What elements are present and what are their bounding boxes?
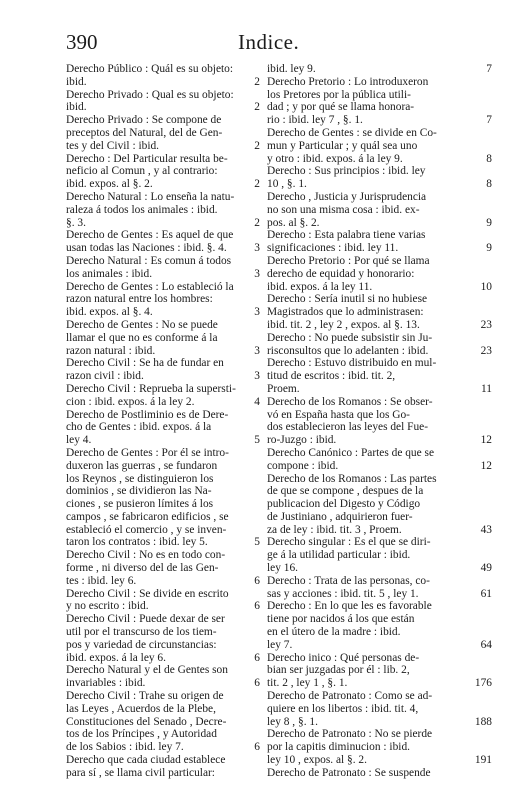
index-entry [267,728,492,767]
index-entry-line: Derecho : Estuvo distribuido en mul- [267,357,437,370]
index-entry [267,767,472,780]
index-entry [66,549,260,587]
index-entry-line: ibid. tit. 2 , ley 2 , expos. al §. 13. [267,318,420,331]
index-entry [66,318,260,357]
index-entry-line: Derecho de Gentes : se divide en Co- [267,126,437,139]
page-reference: 7 [486,114,492,127]
page-reference: 3 [254,306,260,319]
index-entry-line: neficio al Comun , y al contrario: [66,165,218,178]
page-reference: 3 [254,267,260,280]
page-reference: 12 [480,459,492,472]
index-entry [66,587,260,614]
index-entry-line: Derecho : En lo que les es favorable [267,600,432,613]
index-entry [267,254,492,293]
index-column-left [66,63,260,780]
index-entry-line: Derecho de Postliminio es de Dere- [66,408,229,421]
page-reference: 176 [474,677,492,690]
page-reference: 23 [480,318,492,331]
index-entry-line: ibid. expos. á la ley 6. [66,651,166,664]
page-reference: 64 [480,638,492,651]
index-entry-line: Derecho Civil : No es en todo con- [66,549,226,562]
page-reference: 2 [254,75,260,88]
index-entry-line: ro-Juzgo : ibid. [267,434,337,447]
index-entry-line: ciones , se pusieron límites á los [66,498,214,511]
index-entry-line: ley 7. [267,638,293,651]
index-entry-line: Derecho Pretorio : Por qué se llama [267,254,430,267]
index-entry-line: tes : ibid. ley 6. [66,574,137,587]
index-entry-line: campos , se fabricaron edificios , se [66,510,229,523]
index-entry-line: invariables : ibid. [66,677,146,690]
index-entry-line: publicacion del Digesto y Código [267,498,421,511]
index-entry-line: Magistrados que lo administrasen: [267,306,424,319]
index-entry-line: Derecho de Gentes : Lo estableció la [66,280,234,293]
index-entry-line: derecho de equidad y honorario: [267,267,415,280]
index-entry [267,126,492,165]
index-entry-line: las Leyes , Acuerdos de la Plebe, [66,702,216,715]
index-entry [66,63,260,89]
index-entry-line: estableció el comercio , y se inven- [66,523,227,536]
page-reference: 43 [480,523,492,536]
page-reference: 10 [480,280,492,293]
index-entry [267,190,492,229]
index-entry [66,152,260,191]
page-reference: 2 [254,101,260,114]
index-entry [267,165,492,191]
page-reference: 6 [254,574,260,587]
index-entry-line: ley 10 , expos. al §. 2. [267,754,367,767]
index-entry-line: Derecho de Patronato : No se pierde [267,728,433,741]
index-entry-line: razon natural : ibid. [66,344,156,357]
index-entry-line: tes y del Civil : ibid. [66,139,160,152]
index-entry [267,574,492,601]
index-entry-line: cho de Gentes : ibid. expos. á la [66,421,212,434]
index-entry-line: forme , ni diverso del de las Gen- [66,562,219,575]
index-entry-line: sas y acciones : ibid. tit. 5 , ley 1. [267,587,419,600]
index-entry-line: y otro : ibid. expos. á la ley 9. [267,152,403,165]
index-entry-line: Derecho Público : Quál es su objeto: [66,63,234,75]
index-entry-line: Derecho , Justicia y Jurisprudencia [267,190,427,203]
index-entry-line: preceptos del Natural, del de Gen- [66,126,223,139]
index-entry-line: Derecho Civil : Puede dexar de ser [66,613,225,626]
index-entry [267,600,492,651]
index-entry-line: ge á la utilidad particular : ibid. [267,549,411,562]
index-entry-line: ibid. expos. al §. 4. [66,306,153,319]
index-entry-line: cion : ibid. expos. á la ley 2. [66,395,195,408]
index-entry-line: duxeron las guerras , se fundaron [66,459,218,472]
index-entry-line: ley 16. [267,562,299,575]
index-entry-line: ibid. [66,101,87,114]
index-entry-line: Derecho Natural : Es comun á todos [66,254,232,267]
index-entry-line: mun y Particular ; y quál sea uno [267,139,418,152]
index-entry-line: compone : ibid. [267,459,339,472]
index-entry [267,446,492,473]
index-entry [66,229,260,255]
index-entry [66,690,260,754]
index-column-right [267,63,492,780]
index-entry-line: Derecho Civil : Trahe su origen de [66,690,224,703]
index-entry-line: risconsultos que lo adelanten : ibid. [267,344,429,357]
index-entry [66,382,260,409]
page-reference: 12 [480,434,492,447]
page-header [66,30,492,60]
page-reference: 23 [480,344,492,357]
index-entry-line: Derecho de Gentes : No se puede [66,318,218,331]
index-entry-line: razon natural entre los hombres: [66,293,213,306]
index-entry-line: tiene por nacidos á los que están [267,613,415,626]
index-entry-line: rio : ibid. ley 7 , §. 1. [267,114,363,127]
index-entry [267,651,492,690]
page-reference: 4 [254,395,260,408]
index-entry-line: Constituciones del Senado , Decre- [66,715,227,728]
index-entry-line: tos de los Príncipes , y Autoridad [66,728,217,741]
page-reference: 6 [254,651,260,664]
index-entry-line: razon civil : ibid. [66,370,144,383]
index-entry-line: Derecho : Sus principios : ibid. ley [267,165,426,178]
index-entry-line: Derecho : Esta palabra tiene varias [267,229,426,242]
index-entry [267,536,492,575]
index-entry-line: Derecho de Gentes : Es aquel de que [66,229,234,242]
index-entry-line: 10 , §. 1. [267,178,307,191]
index-entry-line: Derecho de Gentes : Por él se intro- [66,446,229,459]
page-reference: 49 [480,562,492,575]
index-entry [66,88,260,115]
index-entry-line: dad ; y por qué se llama honora- [267,101,415,114]
index-entry-line: en el útero de la madre : ibid. [267,626,401,639]
page-reference: 8 [486,178,492,191]
page-reference: 5 [254,434,260,447]
index-entry [66,357,260,383]
page-reference: 9 [486,216,492,229]
index-entry-line: pos. al §. 2. [267,216,320,229]
index-entry-line: ibid. expos. á la ley 11. [267,280,373,293]
index-entry [66,446,260,549]
page-reference: 188 [474,715,492,728]
index-entry [66,280,260,319]
index-entry-line: Derecho Natural : Lo enseña la natu- [66,190,235,203]
index-entry-line: para sí , se llama civil particular: [66,766,215,779]
index-entry-line: Derecho : Del Particular resulta be- [66,152,228,165]
index-entry-line: usan todas las Naciones : ibid. §. 4. [66,242,227,255]
index-entry [267,472,492,537]
index-entry-line: taron los contratos : ibid. ley 5. [66,536,208,549]
index-entry [66,114,260,152]
page-reference: 9 [486,242,492,255]
page-reference: 5 [254,536,260,549]
index-entry-line: los Pretores por la pública utili- [267,88,411,101]
index-entry-line: ibid. ley 9. [267,63,316,75]
index-entry-line: Derecho Pretorio : Lo introduxeron [267,75,429,88]
index-entry-line: Derecho : Sería inutil si no hubiese [267,293,428,306]
index-entry [267,357,492,395]
index-entry-line: Derecho de Patronato : Se suspende [267,766,431,779]
index-entry-line: pos y variedad de circunstancias: [66,638,217,651]
index-entry-line: ley 8 , §. 1. [267,715,318,728]
index-entry [66,754,251,780]
index-entry [66,664,260,690]
index-entry [66,254,260,281]
index-entry-line: no son una misma cosa : ibid. ex- [267,203,420,216]
index-entry-line: tit. 2 , ley 1 , §. 1. [267,677,348,690]
index-entry-line: los Reynos , se distinguieron los [66,472,214,485]
page-reference: 6 [254,600,260,613]
index-entry-line: y no escrito : ibid. [66,600,149,613]
index-entry-line: de los Sabios : ibid. ley 7. [66,741,184,754]
index-entry-line: Derecho Natural y el de Gentes son [66,664,228,677]
index-entry-line: Derecho de los Romanos : Se obser- [267,395,433,408]
index-entry [267,331,492,358]
index-entry-line: Derecho de los Romanos : Las partes [267,472,437,485]
index-entry-line: Derecho de Patronato : Como se ad- [267,690,433,703]
index-entry-line: ibid. [66,75,87,88]
index-entry-line: ibid. expos. al §. 2. [66,178,153,191]
index-entry [267,293,492,331]
index-entry-line: quiere en los libertos : ibid. tit. 4, [267,702,419,715]
index-entry-line: significaciones : ibid. ley 11. [267,242,399,255]
index-entry-line: Derecho inico : Qué personas de- [267,651,420,664]
index-entry [267,63,492,76]
index-entry-line: Derecho Civil : Se ha de fundar en [66,357,224,370]
index-entry-line: por la capitis diminucion : ibid. [267,741,410,754]
index-entry-line: bian ser juzgadas por él : lib. 2, [267,664,410,677]
page-number: 390 [66,30,98,54]
page-reference: 11 [481,382,492,395]
index-entry-line: vó en España hasta que los Go- [267,408,410,421]
index-entry-line: Derecho : No puede subsistir sin Ju- [267,331,433,344]
index-entry-line: Derecho singular : Es el que se diri- [267,536,431,549]
page-reference: 3 [254,242,260,255]
page-reference: 2 [254,139,260,152]
index-entry-line: Derecho Civil : Reprueba la supersti- [66,382,236,395]
page-reference: 2 [254,178,260,191]
index-entry-line: Derecho Privado : Qual es su objeto: [66,88,234,101]
index-entry-line: titud de escritos : ibid. tit. 2, [267,370,396,383]
index-entry-line: raleza á todos los animales : ibid. [66,203,218,216]
index-entry-line: Proem. [267,382,300,395]
page-reference: 6 [254,677,260,690]
index-entry-line: Derecho Privado : Se compone de [66,114,222,127]
index-entry-line: dominios , se dividieron las Na- [66,485,212,498]
index-entry-line: Derecho : Trata de las personas, co- [267,574,430,587]
page-reference: 2 [254,216,260,229]
index-entry-line: Derecho Civil : Se divide en escrito [66,587,229,600]
index-entry [66,190,260,229]
index-entry-line: util por el transcurso de los tiem- [66,626,217,639]
index-entry-line: de Justiniano , adquirieron fuer- [267,510,413,523]
index-entry [66,613,260,664]
index-entry [66,408,260,447]
page-reference: 6 [254,741,260,754]
page-reference: 191 [474,754,492,767]
index-entry-line: za de ley : ibid. tit. 3 , Proem. [267,523,402,536]
index-entry [267,690,492,728]
page-reference: 61 [480,587,492,600]
page-reference: 8 [486,152,492,165]
page-reference: 3 [254,344,260,357]
index-entry-line: §. 3. [66,216,86,229]
index-entry [267,395,492,447]
page-title: Indice. [238,30,300,54]
index-entry-line: llamar el que no es conforme á la [66,331,218,344]
index-entry [267,75,492,127]
index-entry-line: dos establecieron las leyes del Fue- [267,421,428,434]
page-reference: 7 [486,63,492,75]
page-reference: 3 [254,370,260,383]
index-entry-line: ley 4. [66,434,92,447]
index-entry-line: de que se compone , despues de la [267,485,424,498]
index-entry-line: Derecho Canónico : Partes de que se [267,446,435,459]
index-entry-line: los animales : ibid. [66,267,153,280]
index-entry-line: Derecho que cada ciudad establece [66,754,226,767]
index-entry [267,229,492,255]
